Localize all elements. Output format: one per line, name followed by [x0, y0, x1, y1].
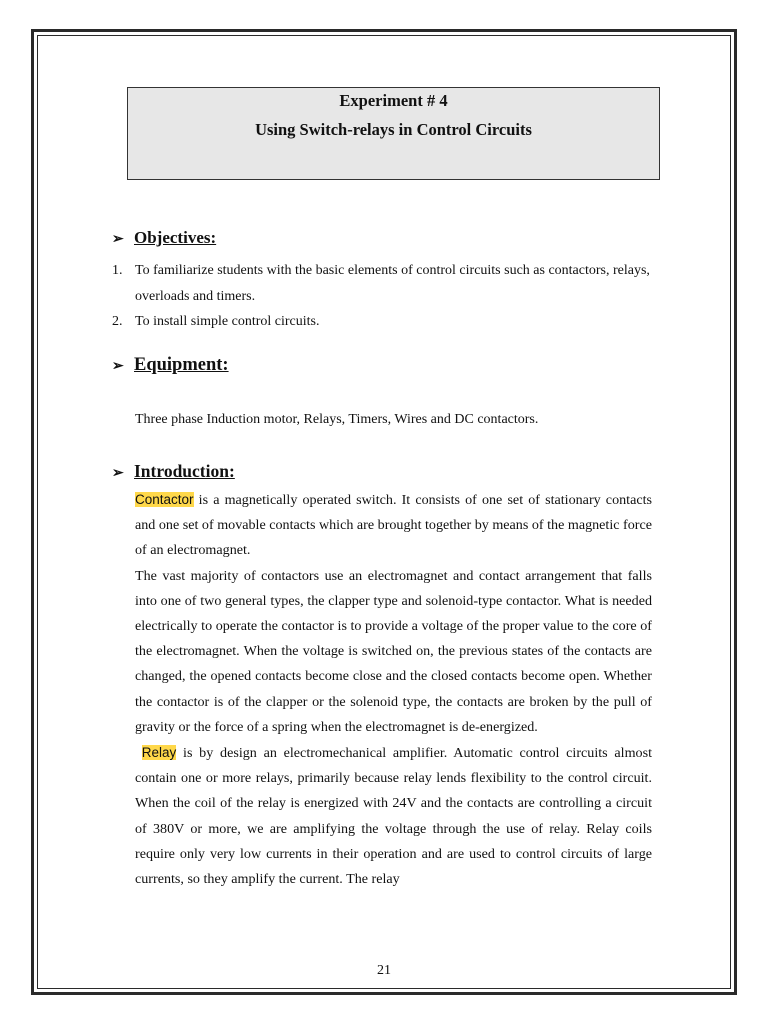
title-box — [127, 87, 660, 180]
arrow-bullet-icon: ➢ — [112, 359, 124, 374]
equipment-text: Three phase Induction motor, Relays, Timers, Wires and DC contactors. — [135, 412, 539, 427]
list-item-number: 1. — [112, 263, 123, 278]
paragraph-contactor-types: The vast majority of contactors use an electromagnet and contact arrangement that falls into one of two general types, the clapper type and solenoid-type contactor. What is needed electrically to operate the contactor is to provide a voltage of the proper value to the core of the electromagnet. When the voltage is switched on, the previous states of the contacts are changed, the opened contacts become close and the closed contacts become open. Whether the contactor is of the clapper or the solenoid type, the contacts are broken by the pull of gravity or the force of a spring when the electromagnet is de-energized. — [135, 567, 652, 735]
experiment-subtitle: Using Switch-relays in Control Circuits — [255, 120, 532, 139]
experiment-title: Experiment # 4 — [339, 91, 448, 110]
objectives-heading-label: Objectives: — [134, 228, 217, 247]
page-number: 21 — [377, 963, 391, 978]
equipment-heading — [112, 355, 229, 376]
list-item-number: 2. — [112, 314, 123, 329]
arrow-bullet-icon: ➢ — [112, 466, 124, 481]
objectives-heading — [112, 228, 216, 248]
list-item-text: To install simple control circuits. — [135, 314, 320, 329]
paragraph-contactor — [135, 487, 652, 564]
list-item-text: To familiarize students with the basic elements of control circuits such as contactors, relays, overloads and timers. — [135, 263, 650, 304]
arrow-bullet-icon: ➢ — [112, 232, 124, 247]
introduction-heading-label: Introduction: — [134, 461, 235, 481]
list-item — [112, 309, 652, 335]
paragraph-relay — [135, 740, 652, 892]
introduction-heading — [112, 461, 235, 482]
highlighted-term-contactor: Contactor — [135, 492, 194, 507]
introduction-body — [135, 487, 652, 892]
list-item — [112, 258, 652, 309]
objectives-list — [112, 258, 652, 335]
equipment-heading-label: Equipment: — [134, 355, 229, 375]
paragraph-text: is by design an electromechanical amplifier. Automatic control circuits almost contain one or more relays, primarily because relay lends flexibility to the control circuit. When the coil of the relay is energized with 24V and the contacts are controlling a circuit of 380V or more, we are amplifying the voltage through the use of relay. Relay coils require only very low currents in their operation and are used to control circuits of large currents, so they amplify the current. The relay — [135, 745, 652, 888]
highlighted-term-relay: Relay — [141, 745, 177, 761]
paragraph-text: is a magnetically operated switch. It consists of one set of stationary contacts and one set of movable contacts which are brought together by means of the magnetic force of an electromagnet. — [135, 492, 652, 559]
